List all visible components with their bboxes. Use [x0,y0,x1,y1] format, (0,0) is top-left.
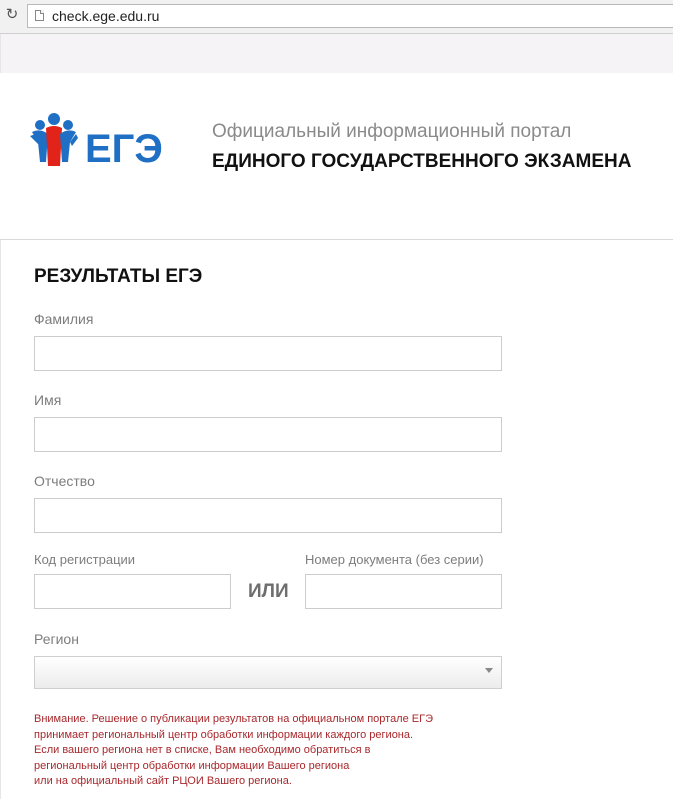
surname-label: Фамилия [34,311,94,327]
notice-line: принимает региональный центр обработки информации каждого региона. [34,728,414,741]
chevron-down-icon[interactable] [485,668,493,673]
address-bar[interactable] [27,4,673,28]
notice-line: или на официальный сайт РЦОИ Вашего региона. [34,775,292,787]
notice-line: Если вашего региона нет в списке, Вам необходимо обратиться в [34,744,371,756]
notice-line: Внимание. Решение о публикации результатов на официальном портале ЕГЭ [34,713,433,725]
logo-text: ЕГЭ [85,127,163,171]
doc-number-input[interactable] [305,574,502,609]
patronymic-input[interactable] [34,498,502,533]
notice-line: региональный центр обработки информации Вашего региона [34,759,350,772]
browser-toolbar [0,0,673,34]
ege-logo[interactable] [30,112,175,172]
patronymic-label: Отчество [34,473,95,489]
name-input[interactable] [34,417,502,452]
reg-code-input[interactable] [34,574,231,609]
doc-number-label: Номер документа (без серии) [305,552,484,567]
portal-subtitle: Официальный информационный портал [212,121,572,142]
region-label: Регион [34,631,79,647]
reg-code-label: Код регистрации [34,552,136,567]
page-title: РЕЗУЛЬТАТЫ ЕГЭ [34,266,203,287]
ege-logo-icon [30,112,175,172]
or-separator: ИЛИ [248,581,289,602]
url-text[interactable]: check.ege.edu.ru [52,8,160,24]
region-select[interactable] [34,656,502,689]
name-label: Имя [34,392,62,408]
top-strip [0,34,673,73]
notice-text [34,712,504,790]
portal-title: ЕДИНОГО ГОСУДАРСТВЕННОГО ЭКЗАМЕНА [212,151,632,172]
site-header [0,73,673,240]
surname-input[interactable] [34,336,502,371]
reload-icon[interactable]: ↻ [5,6,19,23]
page-icon [35,10,44,21]
